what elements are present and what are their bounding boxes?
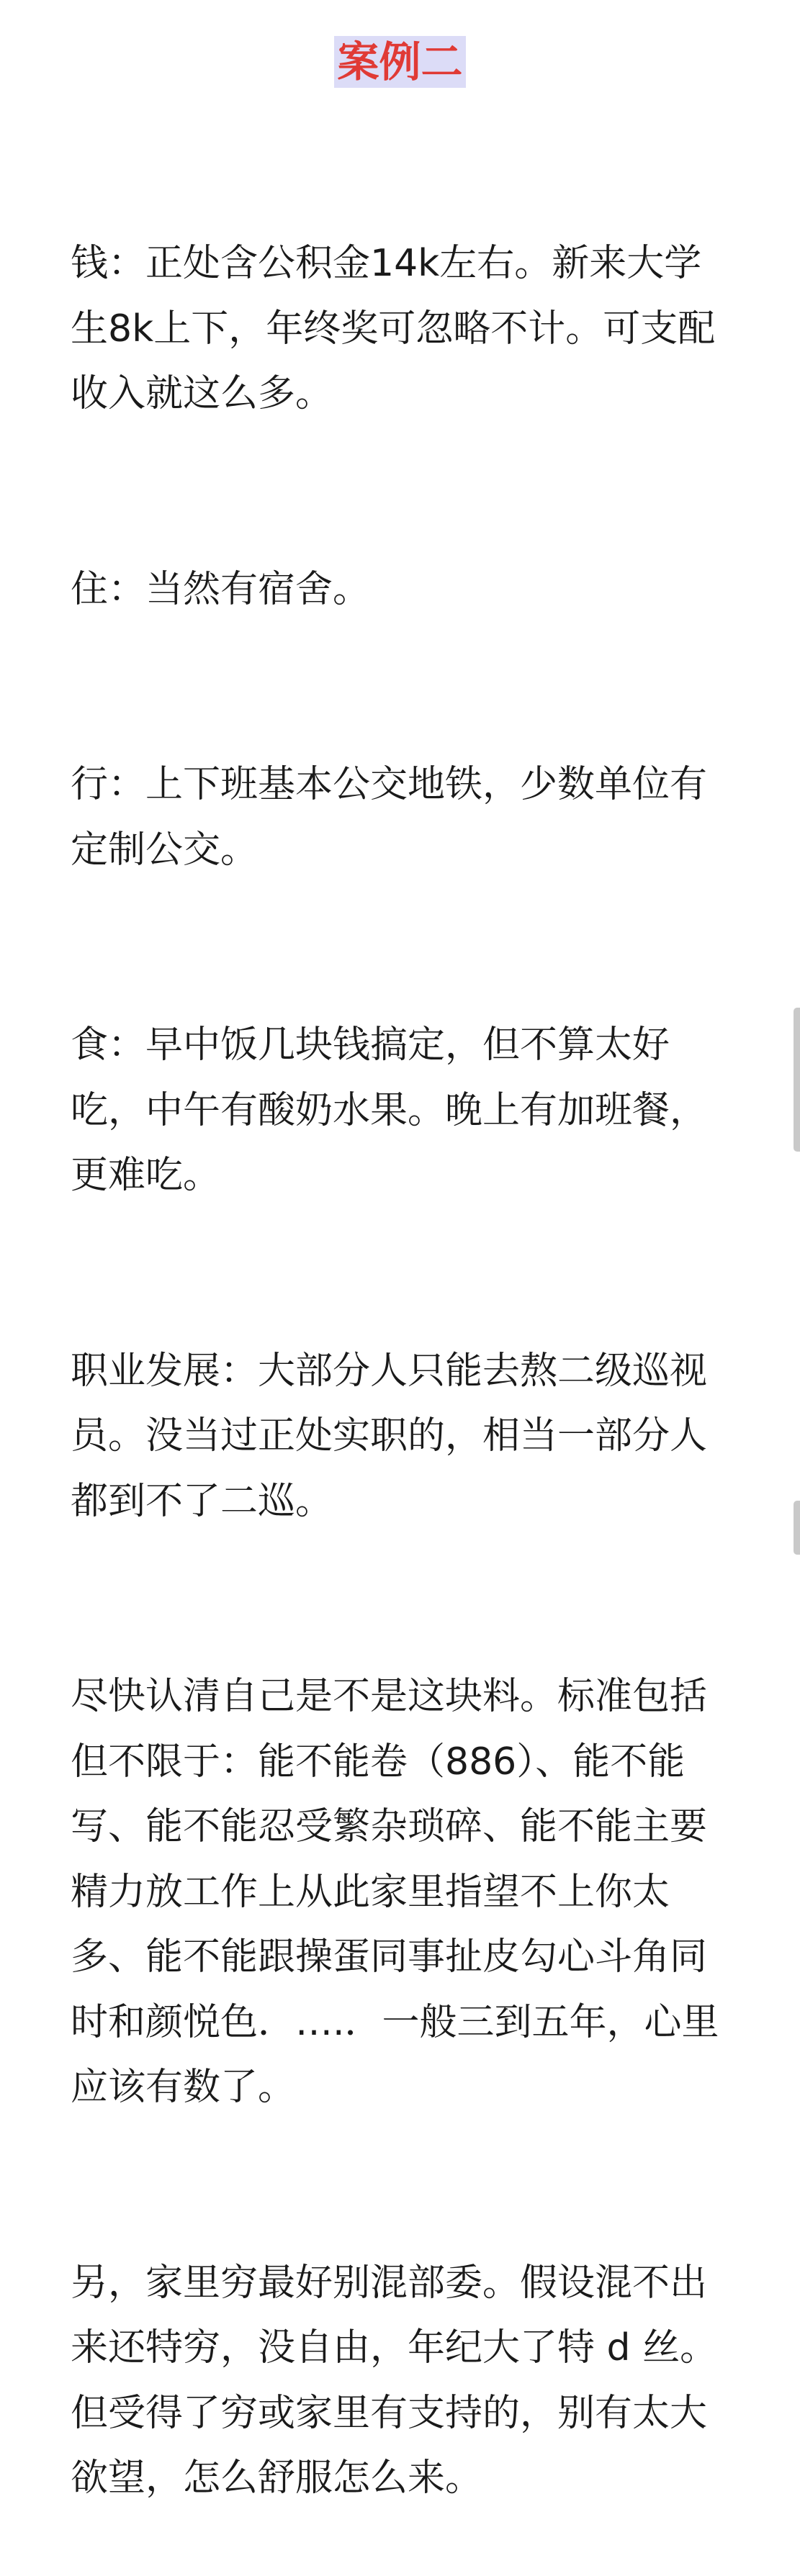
paragraph-self-assessment: 尽快认清自己是不是这块料。标准包括 但不限于：能不能卷（886）、能不能 写、能不能忍受繁杂琐碎、能不能主要 精力放工作上从此家里指望不上你太 多、能不能跟操蛋同事扯皮勾心斗角同 时和颜悦色．….．一般三到五年，心里 应该有数了。 — [71, 1675, 719, 2109]
paragraph-advice: 另，家里穷最好别混部委。假设混不出 来还特穷，没自由，年纪大了特 d 丝。 但受得了穷或家里有支持的，别有太大 欲望，怎么舒服怎么来。 — [71, 2261, 718, 2500]
paragraph-money: 钱：正处含公积金14k左右。新来大学 生8k上下，年终奖可忽略不计。可支配 收入就这么多。 — [71, 242, 716, 415]
scrollbar-thumb[interactable] — [794, 1008, 800, 1152]
title-container — [0, 36, 800, 88]
paragraph-transport: 行：上下班基本公交地铁，少数单位有 定制公交。 — [71, 763, 708, 872]
paragraph-career: 职业发展：大部分人只能去熬二级巡视 员。没当过正处实职的，相当一部分人 都到不了二巡。 — [71, 1349, 708, 1523]
article-body — [71, 101, 747, 2576]
paragraph-food: 食：早中饭几块钱搞定，但不算太好 吃，中午有酸奶水果。晚上有加班餐， 更难吃。 — [71, 1023, 708, 1197]
scrollbar-thumb-bottom[interactable] — [794, 1501, 800, 1555]
paragraph-housing: 住：当然有宿舍。 — [71, 567, 371, 611]
page-title: 案例二 — [334, 36, 465, 88]
